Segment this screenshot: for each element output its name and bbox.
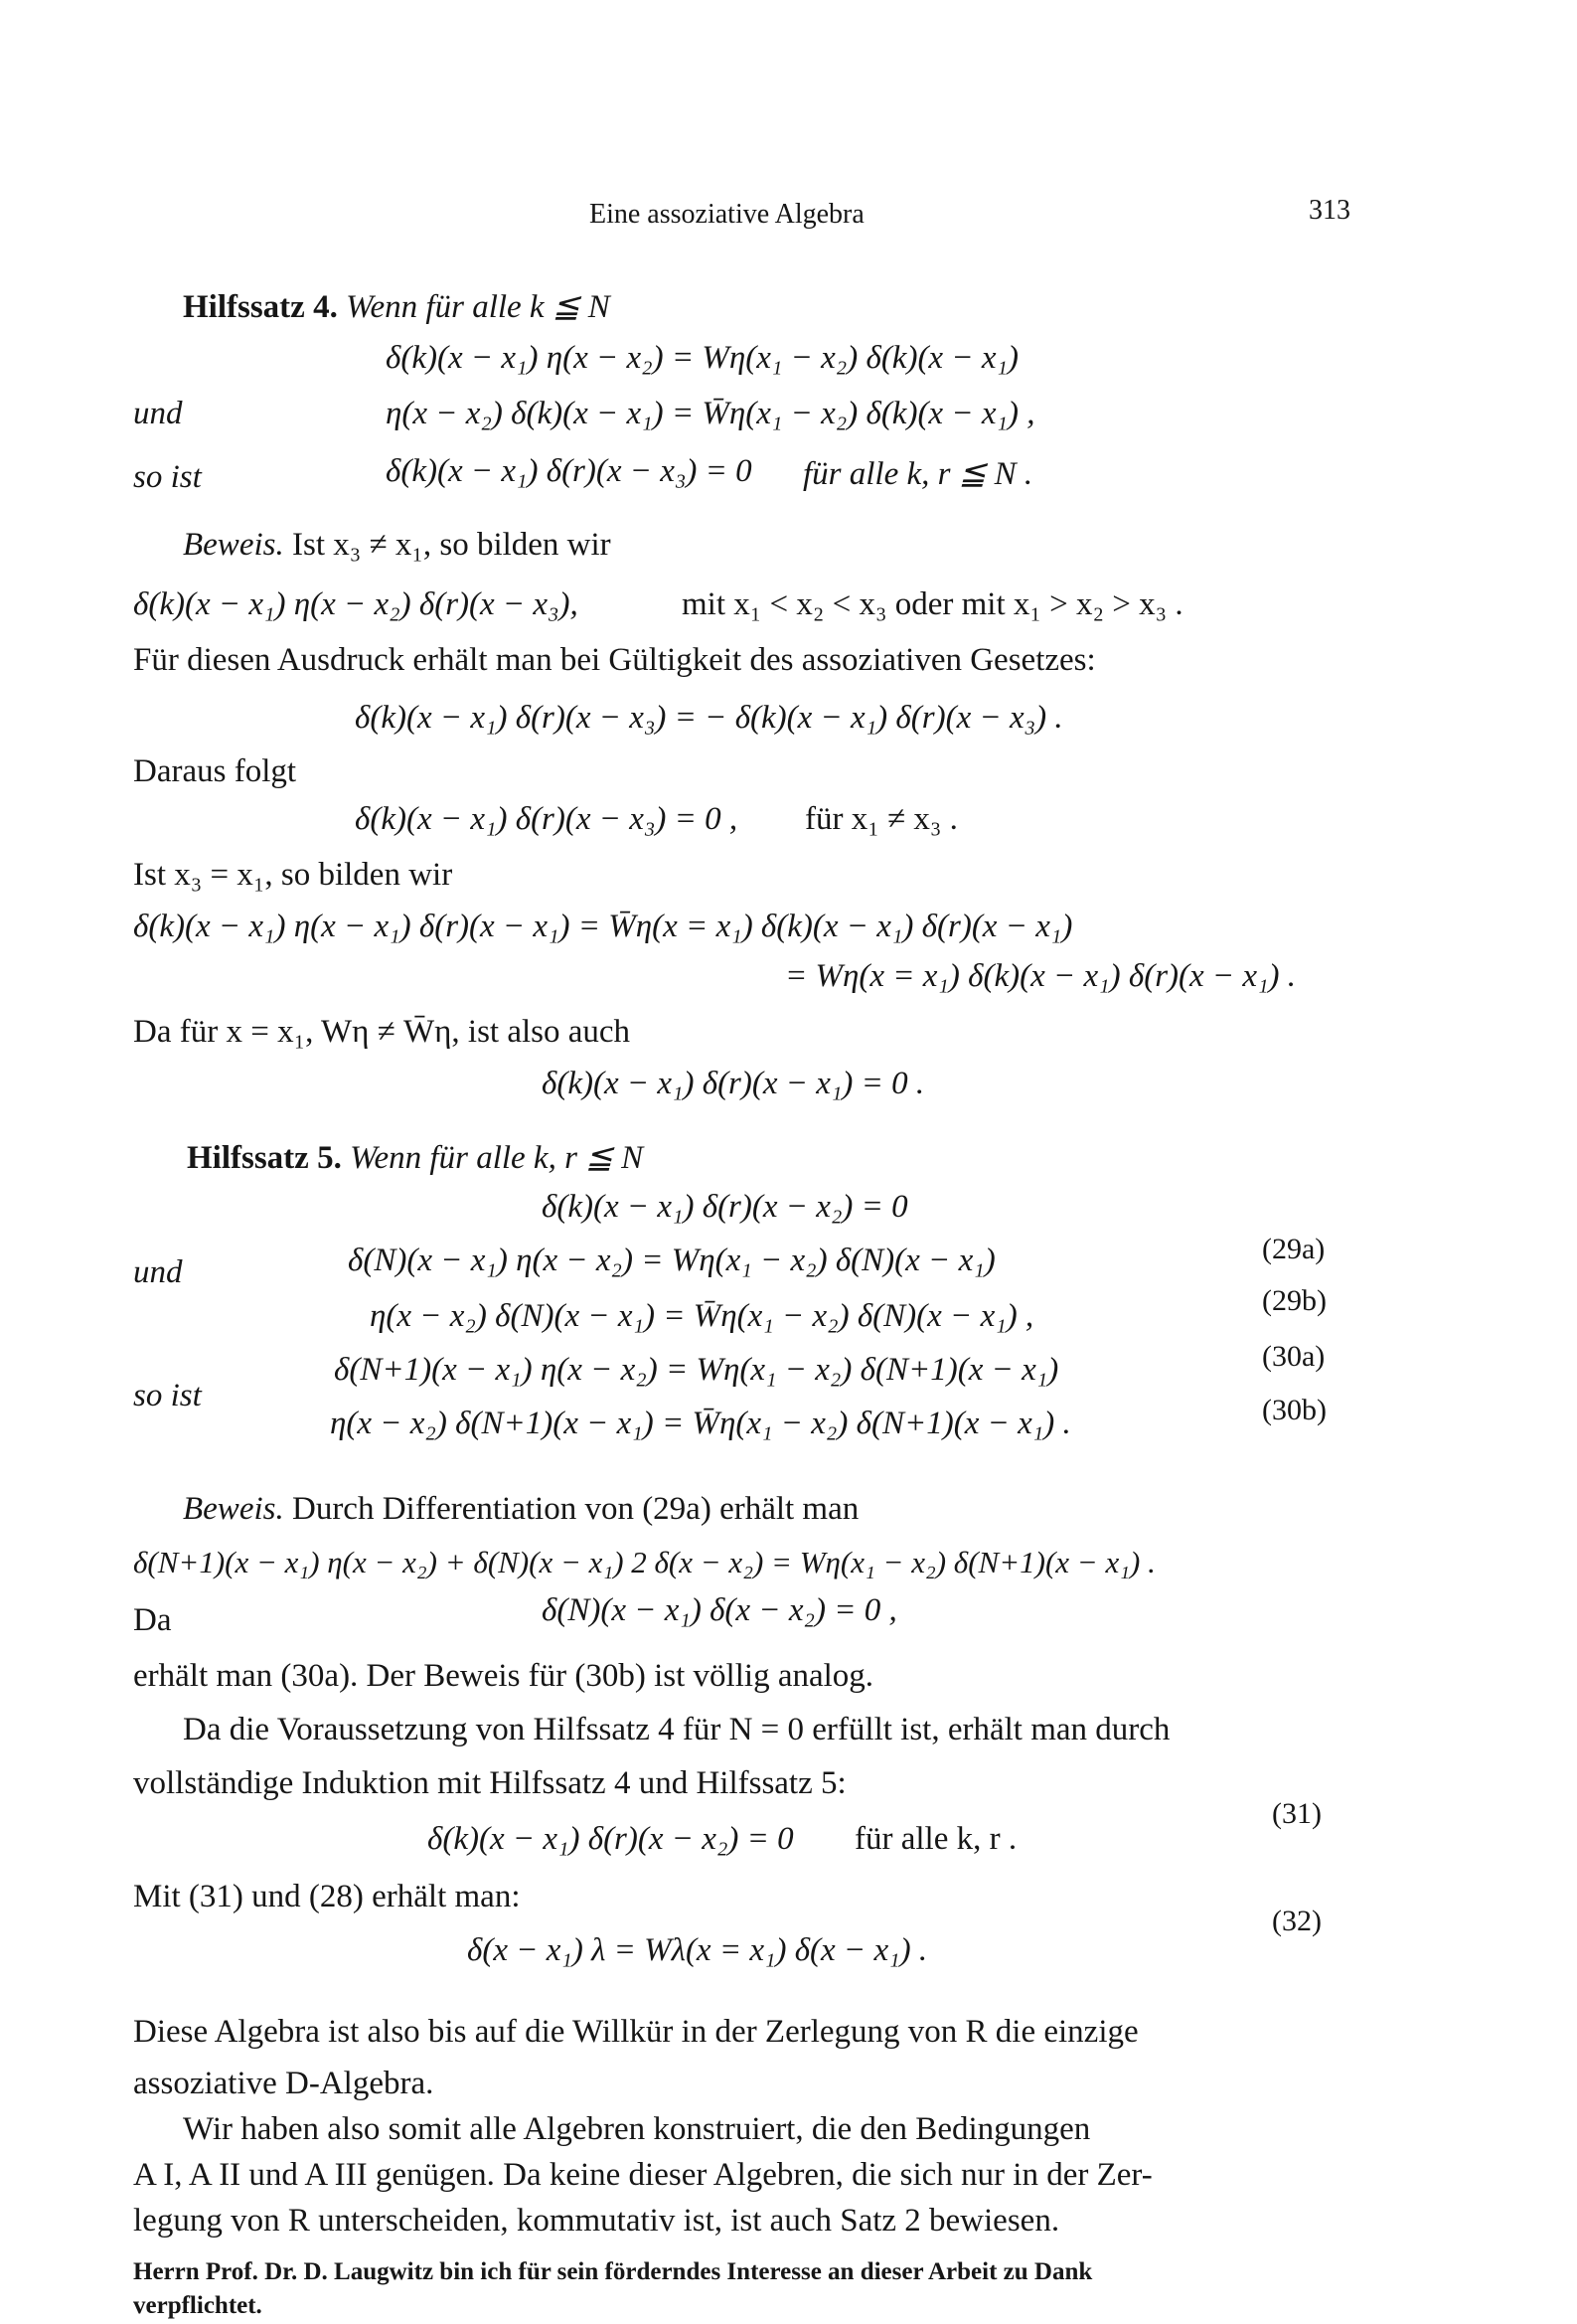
lemma5-label: Hilfssatz 5. — [187, 1140, 342, 1176]
proof5-beweis: Beweis. — [183, 1491, 284, 1527]
lemma5-eq30a: δ(N+1)(x − x₁) η(x − x₂) = Wη(x₁ − x₂) δ(N+1)(x − x₁) — [334, 1352, 1059, 1388]
lemma5-und: und — [133, 1254, 183, 1290]
proof4-eq-c1: δ(k)(x − x₁) η(x − x₁) δ(r)(x − x₁) = W̄η(x = x₁) δ(k)(x − x₁) δ(r)(x − x₁) — [133, 909, 1073, 944]
proof4-line1-text: Ist x₃ ≠ x₁, so bilden wir — [291, 527, 611, 563]
lemma5-eq0: δ(k)(x − x₁) δ(r)(x − x₂) = 0 — [542, 1189, 908, 1225]
lemma5-so-ist: so ist — [133, 1378, 202, 1413]
closing-line1: Diese Algebra ist also bis auf die Willkür in der Zerlegung von R die einzige — [133, 2014, 1139, 2050]
lemma4-eq2: η(x − x₂) δ(k)(x − x₁) = W̄η(x₁ − x₂) δ(k)(x − x₁) , — [386, 396, 1035, 431]
lemma4-condition: Wenn für alle k ≦ N — [346, 289, 610, 325]
acknowledgement-line2: verpflichtet. — [133, 2292, 262, 2319]
proof5-eq-e: δ(N+1)(x − x₁) η(x − x₂) + δ(N)(x − x₁) 2 δ(x − x₂) = Wη(x₁ − x₂) δ(N+1)(x − x₁) . — [133, 1545, 1156, 1579]
proof4-daraus: Daraus folgt — [133, 753, 297, 789]
closing-line3: Wir haben also somit alle Algebren konstruiert, die den Bedingungen — [183, 2111, 1091, 2147]
lemma5-condition: Wenn für alle k, r ≦ N — [350, 1140, 644, 1176]
proof5-line2: erhält man (30a). Der Beweis für (30b) ist völlig analog. — [133, 1658, 874, 1694]
proof4-eq-a: δ(k)(x − x₁) δ(r)(x − x₃) = − δ(k)(x − x₁) δ(r)(x − x₃) . — [355, 700, 1063, 736]
proof5-eq31-condition: für alle k, r . — [855, 1821, 1018, 1857]
proof4-line2-expr: δ(k)(x − x₁) η(x − x₂) δ(r)(x − x₃), — [133, 586, 578, 622]
proof5-line4: vollständige Induktion mit Hilfssatz 4 und Hilfssatz 5: — [133, 1765, 847, 1801]
proof5-da: Da — [133, 1602, 172, 1638]
proof4-eq-b: δ(k)(x − x₁) δ(r)(x − x₃) = 0 , — [355, 801, 738, 837]
lemma4-eq3-condition: für alle k, r ≦ N . — [803, 456, 1033, 492]
lemma4-statement — [183, 286, 610, 326]
proof5-eq31: δ(k)(x − x₁) δ(r)(x − x₂) = 0 — [427, 1821, 794, 1857]
tag-29b: (29b) — [1262, 1284, 1327, 1317]
tag-30a: (30a) — [1262, 1340, 1326, 1373]
lemma5-eq30b: η(x − x₂) δ(N+1)(x − x₁) = W̄η(x₁ − x₂) δ(N+1)(x − x₁) . — [330, 1406, 1071, 1441]
tag-32: (32) — [1272, 1905, 1322, 1937]
proof4-eq-b-condition: für x₁ ≠ x₃ . — [805, 801, 958, 837]
proof4-eq-d: δ(k)(x − x₁) δ(r)(x − x₁) = 0 . — [542, 1066, 925, 1101]
proof5-eq-f: δ(N)(x − x₁) δ(x − x₂) = 0 , — [542, 1592, 897, 1628]
lemma4-und: und — [133, 396, 183, 431]
proof4-line4: Ist x₃ = x₁, so bilden wir — [133, 857, 453, 893]
lemma4-eq3: δ(k)(x − x₁) δ(r)(x − x₃) = 0 — [386, 453, 752, 489]
proof4-eq-c2: = Wη(x = x₁) δ(k)(x − x₁) δ(r)(x − x₁) . — [785, 958, 1297, 994]
acknowledgement-line1: Herrn Prof. Dr. D. Laugwitz bin ich für sein förderndes Interesse an dieser Arbeit zu Dank — [133, 2258, 1093, 2285]
closing-line5: legung von R unterscheiden, kommutativ ist, ist auch Satz 2 bewiesen. — [133, 2203, 1060, 2239]
proof4-beweis: Beweis. — [183, 527, 284, 563]
tag-31: (31) — [1272, 1797, 1322, 1830]
proof4-line3: Für diesen Ausdruck erhält man bei Gültigkeit des assoziativen Gesetzes: — [133, 642, 1096, 678]
proof5-line5: Mit (31) und (28) erhält man: — [133, 1879, 521, 1914]
closing-line4: A I, A II und A III genügen. Da keine dieser Algebren, die sich nur in der Zer- — [133, 2157, 1153, 2193]
proof5-line1 — [183, 1491, 859, 1528]
proof5-line1-text: Durch Differentiation von (29a) erhält man — [291, 1491, 860, 1527]
proof5-eq32: δ(x − x₁) λ = Wλ(x = x₁) δ(x − x₁) . — [467, 1932, 928, 1968]
proof4-line2-condition: mit x₁ < x₂ < x₃ oder mit x₁ > x₂ > x₃ . — [682, 586, 1183, 622]
proof5-line3: Da die Voraussetzung von Hilfssatz 4 für N = 0 erfüllt ist, erhält man durch — [183, 1712, 1171, 1747]
page-number: 313 — [1309, 195, 1350, 226]
proof4-line5: Da für x = x₁, Wη ≠ W̄η, ist also auch — [133, 1014, 631, 1050]
lemma5-eq29a: δ(N)(x − x₁) η(x − x₂) = Wη(x₁ − x₂) δ(N)(x − x₁) — [348, 1243, 996, 1278]
closing-line2: assoziative D-Algebra. — [133, 2066, 434, 2101]
lemma5-eq29b: η(x − x₂) δ(N)(x − x₁) = W̄η(x₁ − x₂) δ(N)(x − x₁) , — [370, 1298, 1034, 1334]
lemma4-eq1: δ(k)(x − x₁) η(x − x₂) = Wη(x₁ − x₂) δ(k)(x − x₁) — [386, 340, 1019, 376]
lemma5-statement — [187, 1137, 643, 1177]
tag-30b: (30b) — [1262, 1394, 1327, 1426]
running-title: Eine assoziative Algebra — [589, 199, 865, 230]
tag-29a: (29a) — [1262, 1233, 1326, 1265]
proof4-line1 — [183, 527, 611, 564]
lemma4-label: Hilfssatz 4. — [183, 289, 338, 325]
lemma4-so-ist: so ist — [133, 459, 202, 495]
